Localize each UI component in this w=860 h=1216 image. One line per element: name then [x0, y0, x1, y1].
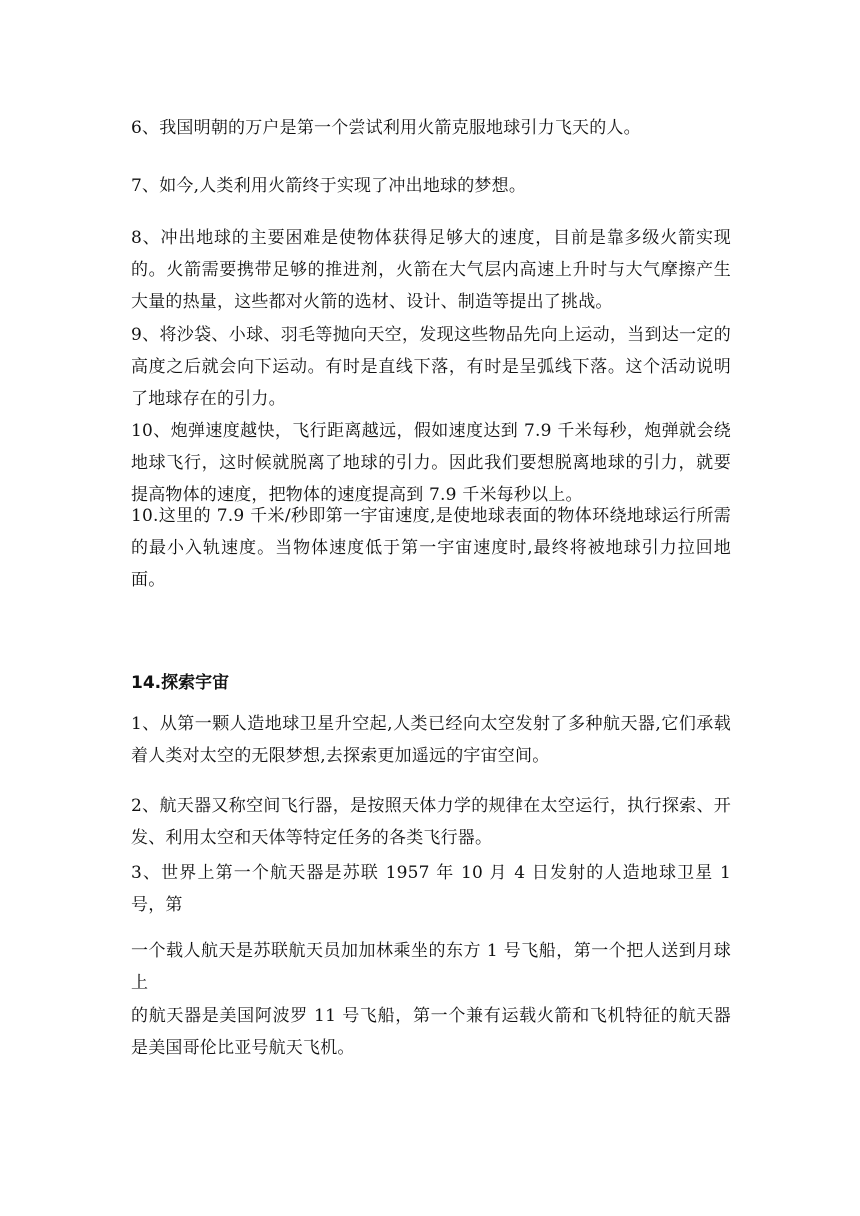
section14-paragraph-2: 2、航天器又称空间飞行器，是按照天体力学的规律在太空运行，执行探索、开发、利用太空和天体等特定任务的各类飞行器。 — [131, 796, 731, 848]
section14-paragraph-1: 1、从第一颗人造地球卫星升空起,人类已经向太空发射了多种航天器,它们承载着人类对太空的无限梦想,去探索更加遥远的宇宙空间。 — [131, 714, 731, 766]
paragraph-9: 9、将沙袋、小球、羽毛等抛向天空，发现这些物品先向上运动，当到达一定的高度之后就会向下运动。有时是直线下落，有时是呈弧线下落。这个活动说明了地球存在的引力。 — [131, 325, 731, 409]
paragraph-10-note: 10.这里的 7.9 千米/秒即第一宇宙速度,是使地球表面的物体环绕地球运行所需的最小入轨速度。当物体速度低于第一宇宙速度时,最终将被地球引力拉回地面。 — [131, 506, 731, 590]
paragraph-6: 6、我国明朝的万户是第一个尝试利用火箭克服地球引力飞天的人。 — [131, 118, 641, 138]
paragraph-10: 10、炮弹速度越快，飞行距离越远，假如速度达到 7.9 千米每秒，炮弹就会绕地球飞行，这时候就脱离了地球的引力。因此我们要想脱离地球的引力，就要提高物体的速度，把物体的速度提高到 7.9 千米每秒以上。 — [131, 421, 731, 505]
paragraph-8: 8、冲出地球的主要困难是使物体获得足够大的速度，目前是靠多级火箭实现的。火箭需要携带足够的推进剂，火箭在大气层内高速上升时与大气摩擦产生大量的热量，这些都对火箭的选材、设计、制造等提出了挑战。 — [131, 228, 731, 312]
section-heading: 14.探索宇宙 — [131, 673, 230, 693]
section14-paragraph-3-cont: 一个载人航天是苏联航天员加加林乘坐的东方 1 号飞船，第一个把人送到月球上 — [131, 941, 731, 993]
section14-paragraph-3: 3、世界上第一个航天器是苏联 1957 年 10 月 4 日发射的人造地球卫星 1 号，第 — [131, 863, 731, 915]
section14-paragraph-3-end: 的航天器是美国阿波罗 11 号飞船，第一个兼有运载火箭和飞机特征的航天器是美国哥伦比亚号航天飞机。 — [131, 1006, 731, 1058]
paragraph-7: 7、如今,人类利用火箭终于实现了冲出地球的梦想。 — [131, 176, 527, 196]
